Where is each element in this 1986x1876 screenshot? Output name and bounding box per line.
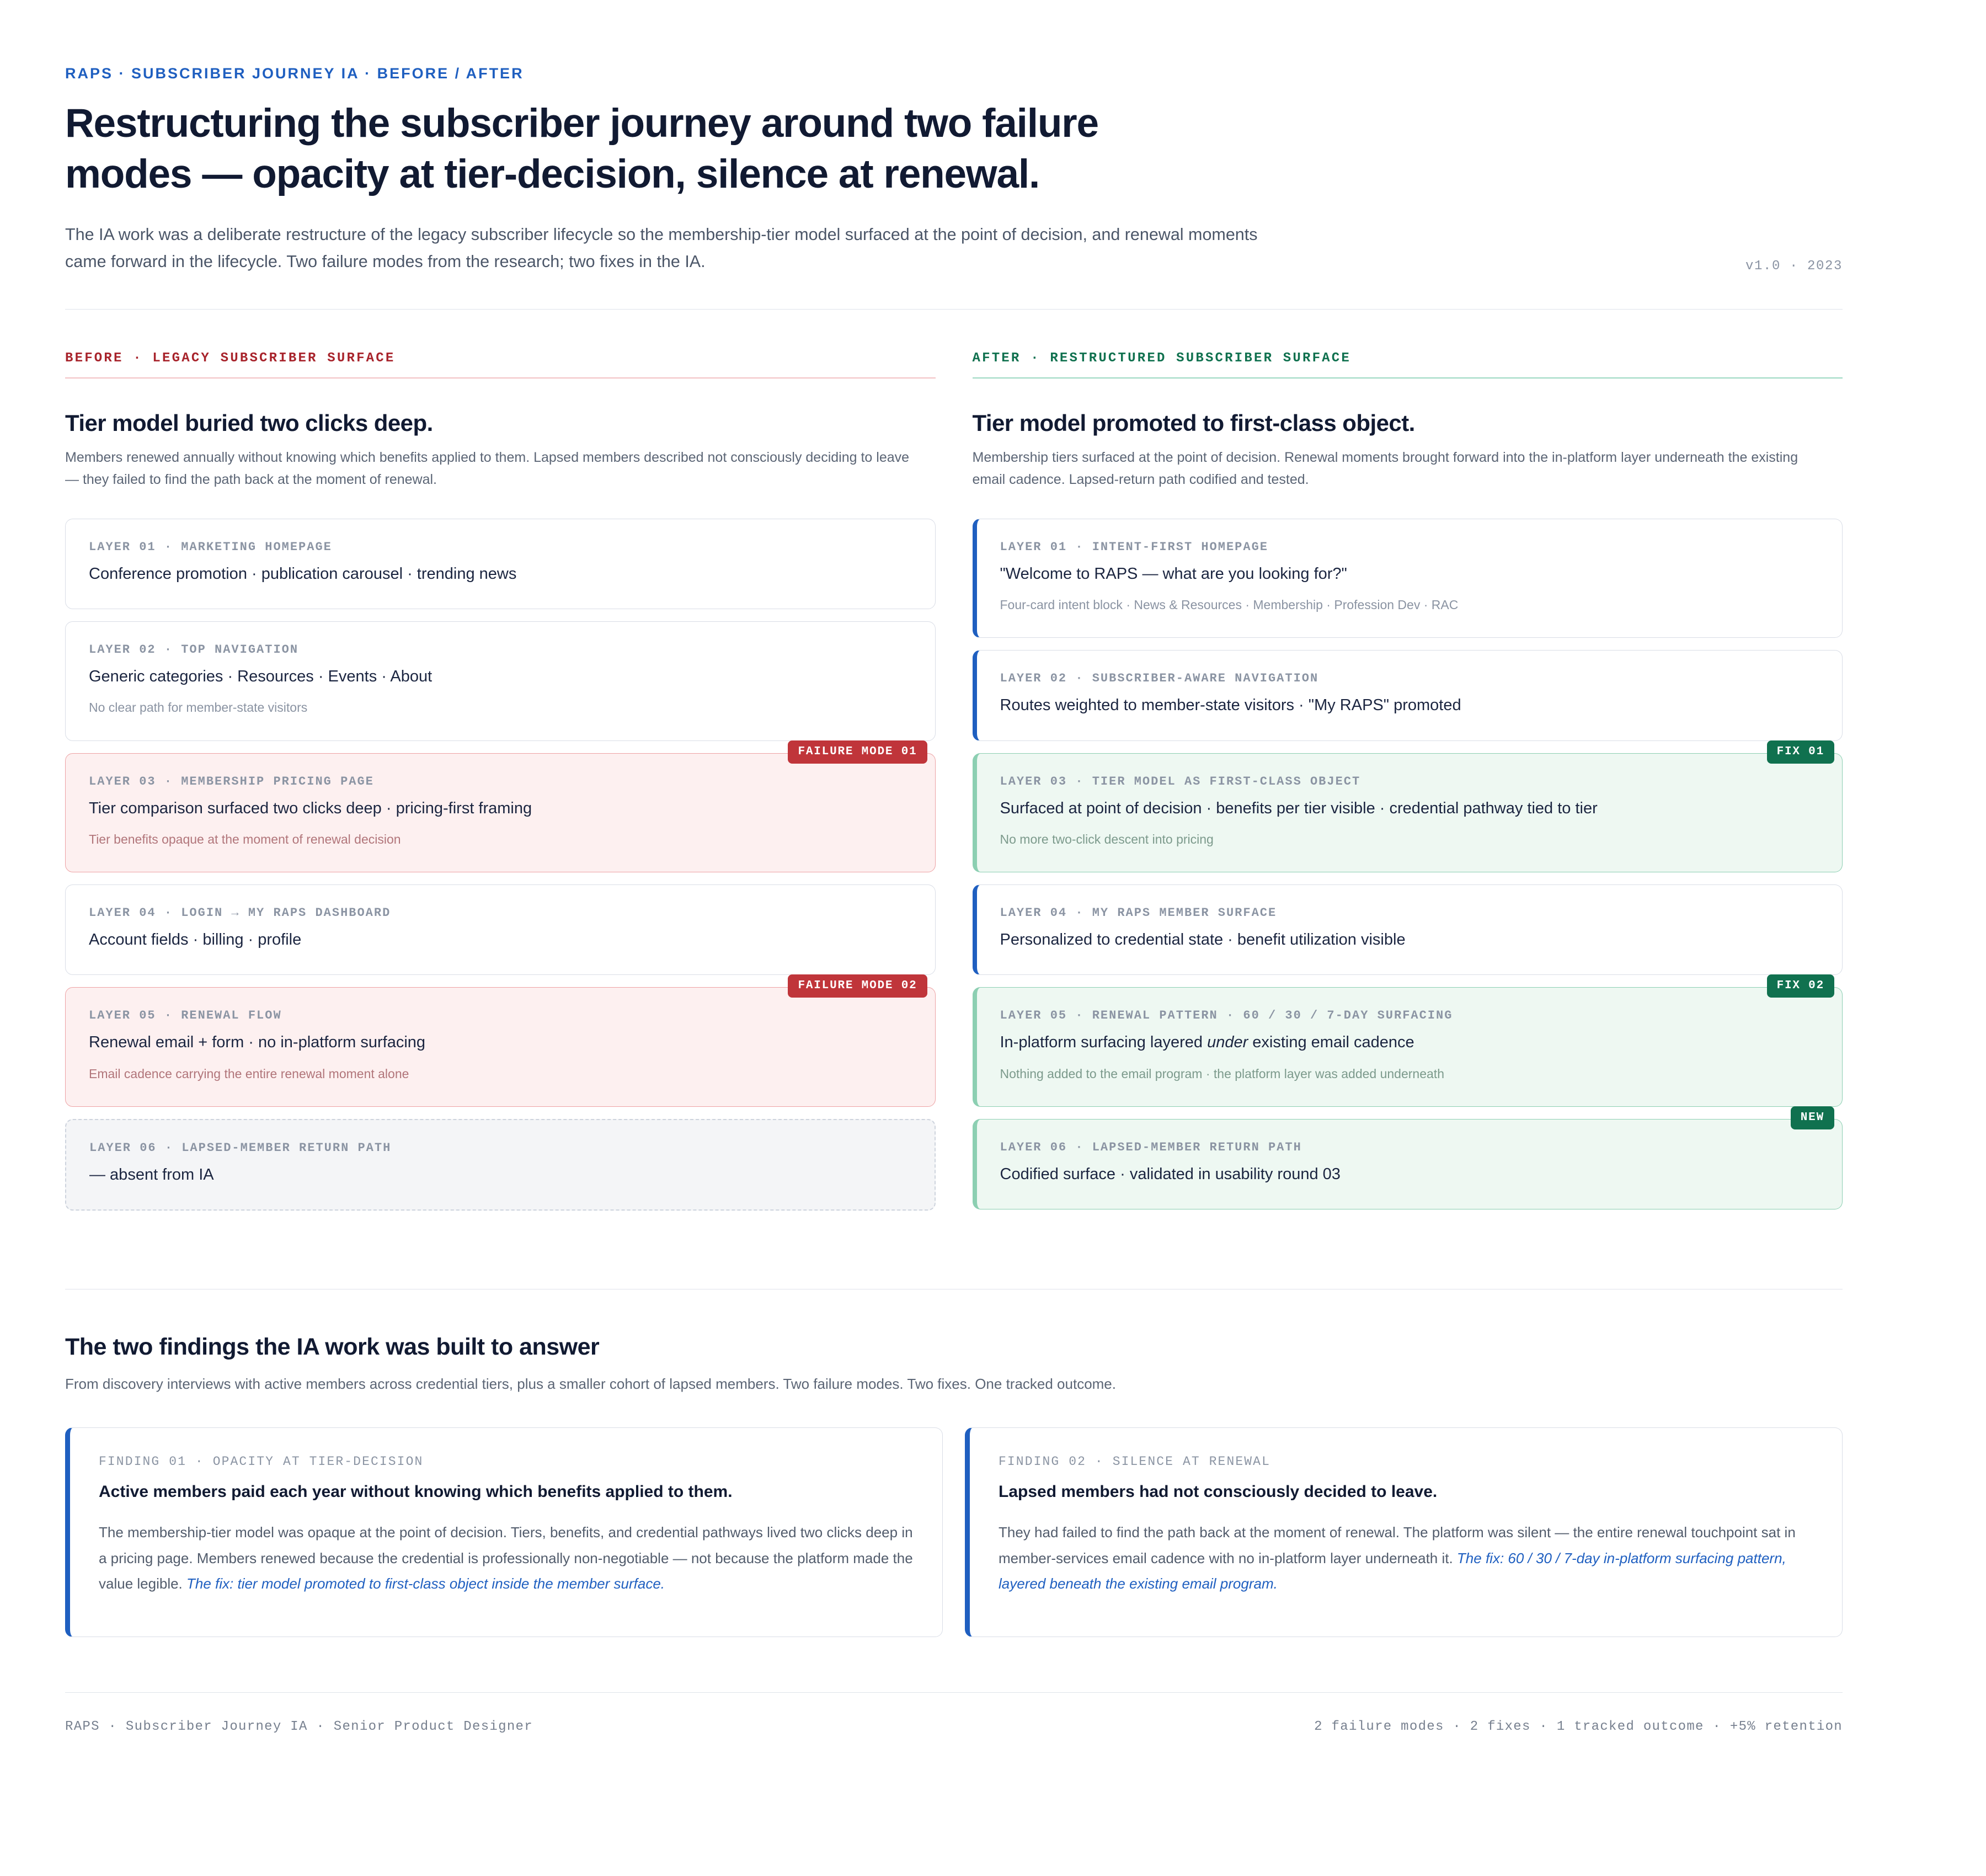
footer-credit: RAPS · Subscriber Journey IA · Senior Product Designer [65,1719,533,1734]
finding-body-text: The membership-tier model was opaque at the point of decision. Tiers, benefits, and credential pathways lived two clicks deep in a pricing page. Members renewed because the credential is professionally non-negotiable — not because the platform made the value legible. [99,1524,913,1592]
failure-badge: FAILURE MODE 01 [788,740,927,764]
layer-note: Email cadence carrying the entire renewal moment alone [89,1066,409,1081]
finding-card-02[interactable] [965,1427,1843,1637]
layer-label: LAYER 06 · LAPSED-MEMBER RETURN PATH [1000,1140,1302,1155]
page-footer [65,1693,1843,1734]
layer-label: LAYER 01 · MARKETING HOMEPAGE [89,540,332,554]
layer-card[interactable] [973,519,1843,638]
after-column-tag: AFTER · RESTRUCTURED SUBSCRIBER SURFACE [973,351,1843,379]
layer-main: — absent from IA [89,1166,214,1184]
finding-headline: Active members paid each year without knowing which benefits applied to them. [99,1482,733,1501]
page-header [65,65,1843,310]
after-column [973,351,1843,1223]
finding-body-text: They had failed to find the path back at the moment of renewal. The platform was silent — the entire renewal touchpoint sat in member-services email cadence with no in-platform layer underneath it. [999,1524,1796,1566]
before-column-subtitle: Members renewed annually without knowing which benefits applied to them. Lapsed members described not consciously deciding to leave — they failed to find the path back at the moment of renewal. [65,449,910,488]
layer-card[interactable] [973,884,1843,975]
layer-label: LAYER 02 · SUBSCRIBER-AWARE NAVIGATION [1000,671,1319,686]
finding-fix-text: The fix: 60 / 30 / 7-day in-platform surfacing pattern, layered beneath the existing email program. [999,1549,1786,1592]
layer-main: "Welcome to RAPS — what are you looking for?" [1000,564,1347,583]
page-deck: The IA work was a deliberate restructure of the legacy subscriber lifecycle so the membership-tier model surfaced at the point of decision, and renewal moments came forward in the lifecycle. Two failure modes from the research; two fixes in the IA. [65,225,1258,271]
layer-main: Routes weighted to member-state visitors · "My RAPS" promoted [1000,696,1461,715]
layer-label: LAYER 05 · RENEWAL PATTERN · 60 / 30 / 7-DAY SURFACING [1000,1009,1453,1023]
layer-label: LAYER 04 · MY RAPS MEMBER SURFACE [1000,906,1277,920]
layer-note: No clear path for member-state visitors [89,700,308,715]
layer-card-new[interactable] [973,1111,1843,1209]
findings-grid [65,1427,1843,1637]
layer-label: LAYER 04 · LOGIN → MY RAPS DASHBOARD [89,906,391,920]
before-column [65,351,936,1223]
layer-card-fix-02[interactable] [973,979,1843,1107]
layer-main-pre: In-platform surfacing layered [1000,1033,1208,1052]
layer-main: Renewal email + form · no in-platform surfacing [89,1033,426,1052]
finding-label: FINDING 01 · OPACITY AT TIER-DECISION [99,1454,424,1469]
footer-metrics: 2 failure modes · 2 fixes · 1 tracked outcome · +5% retention [1314,1719,1843,1734]
layer-main [1000,1031,1819,1054]
layer-main: Account fields · billing · profile [89,931,302,949]
failure-badge: FAILURE MODE 02 [788,974,927,998]
finding-body [99,1520,914,1596]
findings-title: The two findings the IA work was built to answer [65,1334,600,1361]
finding-label: FINDING 02 · SILENCE AT RENEWAL [999,1454,1270,1469]
fix-badge: FIX 02 [1767,974,1834,998]
layer-card[interactable] [65,519,936,609]
header-divider [65,309,1843,310]
layer-card[interactable] [973,650,1843,740]
findings-section [65,1334,1843,1637]
layer-card-failure-01[interactable] [65,745,936,873]
layer-label: LAYER 05 · RENEWAL FLOW [89,1009,282,1023]
layer-main: Tier comparison surfaced two clicks deep · pricing-first framing [89,799,532,817]
layer-card-fix-01[interactable] [973,745,1843,873]
layer-label: LAYER 03 · MEMBERSHIP PRICING PAGE [89,774,374,788]
layer-label: LAYER 01 · INTENT-FIRST HOMEPAGE [1000,540,1268,554]
after-layer-stack [973,519,1843,1210]
finding-body [999,1520,1813,1596]
layer-main: Codified surface · validated in usability round 03 [1000,1165,1341,1184]
layer-main: Generic categories · Resources · Events · About [89,667,433,685]
layer-main: Personalized to credential state · benefit utilization visible [1000,931,1406,949]
before-column-title: Tier model buried two clicks deep. [65,409,433,436]
content-wrapper [65,65,1843,1734]
new-badge: NEW [1791,1106,1834,1129]
version-stamp: v1.0 · 2023 [1745,258,1843,274]
layer-note: No more two-click descent into pricing [1000,832,1214,846]
before-column-tag: BEFORE · LEGACY SUBSCRIBER SURFACE [65,351,936,379]
finding-card-01[interactable] [65,1427,943,1637]
finding-fix-text: The fix: tier model promoted to first-class object inside the member surface. [186,1575,665,1592]
layer-main: Conference promotion · publication carousel · trending news [89,564,517,583]
layer-label: LAYER 02 · TOP NAVIGATION [89,642,299,657]
before-layer-stack [65,519,936,1211]
layer-main-emphasis: under [1207,1033,1248,1052]
finding-headline: Lapsed members had not consciously decided to leave. [999,1482,1438,1501]
breadcrumb: RAPS · SUBSCRIBER JOURNEY IA · BEFORE / AFTER [65,65,524,82]
layer-card[interactable] [65,621,936,741]
layer-note: Tier benefits opaque at the moment of renewal decision [89,832,401,846]
findings-subtitle: From discovery interviews with active members across credential tiers, plus a smaller cohort of lapsed members. Two failure modes. Two fixes. One tracked outcome. [65,1376,1116,1393]
before-after-comparison [65,351,1843,1223]
layer-main: Surfaced at point of decision · benefits per tier visible · credential pathway tied to tier [1000,799,1598,817]
page-title: Restructuring the subscriber journey around two failure modes — opacity at tier-decision, silence at renewal. [65,101,1098,196]
layer-note: Four-card intent block · News & Resources · Membership · Profession Dev · RAC [1000,597,1459,612]
after-column-title: Tier model promoted to first-class object. [972,409,1415,436]
layer-card[interactable] [65,884,936,975]
layer-label: LAYER 06 · LAPSED-MEMBER RETURN PATH [89,1141,392,1155]
layer-main-post: existing email cadence [1248,1033,1414,1052]
fix-badge: FIX 01 [1767,740,1834,764]
layer-note: Nothing added to the email program · the platform layer was added underneath [1000,1066,1444,1081]
after-column-subtitle: Membership tiers surfaced at the point of decision. Renewal moments brought forward into the in-platform layer underneath the existing email cadence. Lapsed-return path codified and tested. [972,449,1798,488]
layer-label: LAYER 03 · TIER MODEL AS FIRST-CLASS OBJECT [1000,774,1361,788]
layer-card-failure-02[interactable] [65,979,936,1107]
layer-card-absent[interactable] [65,1119,936,1211]
deck-row [65,221,1843,276]
